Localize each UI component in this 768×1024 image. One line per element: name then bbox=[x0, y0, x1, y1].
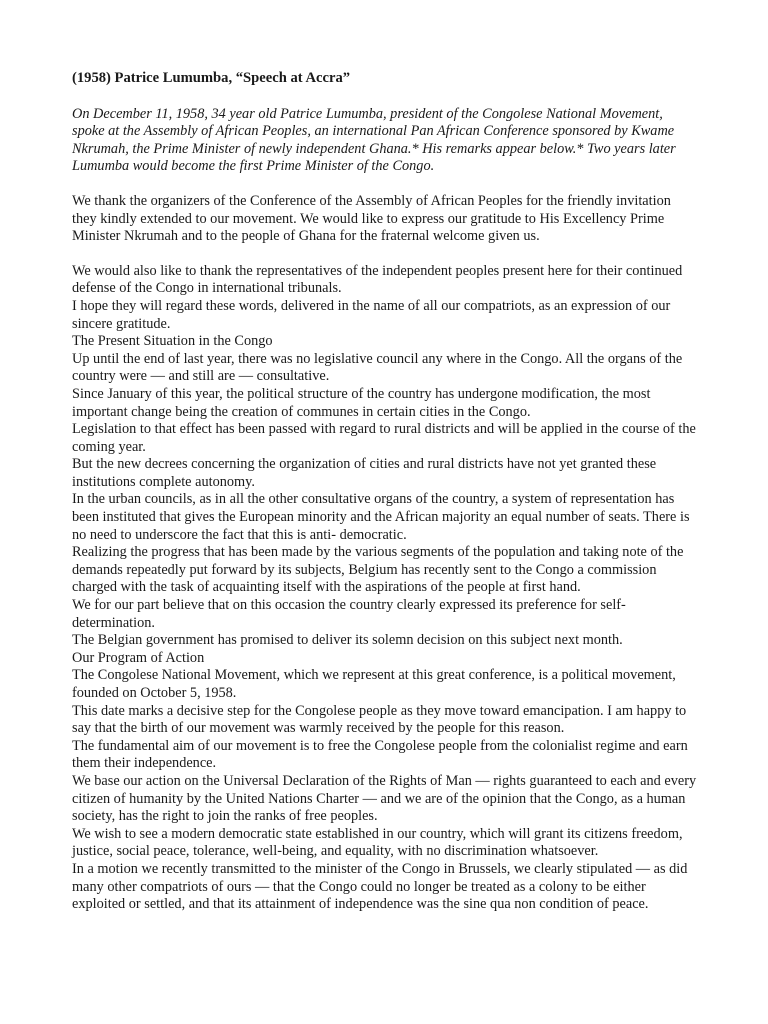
paragraph-s2-6: In a motion we recently transmitted to the minister of the Congo in Brussels, we clearly stipulated — as did many other compatriots of ours — that the Congo could no longer be treated as a colony to be either exploited or settled, and that its attainment of independence was the sine qua non condition of peace. bbox=[72, 860, 688, 913]
paragraph-s2-2: This date marks a decisive step for the Congolese people as they move toward emancipation. I am happy to say that the birth of our movement was warmly received by the people for this reason. bbox=[72, 702, 687, 737]
paragraph-s2-1: The Congolese National Movement, which we represent at this great conference, is a political movement, founded on October 5, 1958. bbox=[72, 667, 676, 701]
section-heading-present-situation: The Present Situation in the Congo bbox=[72, 333, 273, 350]
paragraph-s2-5: We wish to see a modern democratic state established in our country, which will grant its citizens freedom, justice, social peace, tolerance, well-being, and equality, with no discrimination whatsoever. bbox=[72, 825, 683, 860]
section-heading-program-of-action: Our Program of Action bbox=[72, 649, 205, 666]
intro-paragraph: On December 11, 1958, 34 year old Patrice Lumumba, president of the Congolese National Movement, spoke at the Assembly of African Peoples, an international Pan African Conference sponsored by Kwame Nkrumah, the Prime Minister of newly independent Ghana.* His remarks appear below.* Two years later Lumumba would become the first Prime Minister of the Congo. bbox=[72, 105, 676, 175]
paragraph-s1-5: In the urban councils, as in all the other consultative organs of the country, a system of representation has been instituted that gives the European minority and the African majority an equal number of seats. There is no need to underscore the fact that this is anti- democratic. bbox=[72, 491, 690, 543]
paragraph-s1-1: Up until the end of last year, there was no legislative council any where in the Congo. All the organs of the country were — and still are — consultative. bbox=[72, 350, 683, 385]
paragraph-opening-1: We thank the organizers of the Conference of the Assembly of African Peoples for the friendly invitation they kindly extended to our movement. We would like to express our gratitude to His Excellency Prime Minister Nkrumah and to the people of Ghana for the fraternal welcome given us. bbox=[72, 192, 671, 245]
paragraph-s1-4: But the new decrees concerning the organization of cities and rural districts have not yet granted these institutions complete autonomy. bbox=[72, 456, 657, 490]
paragraph-opening-2: We would also like to thank the representatives of the independent peoples present here for their continued defense of the Congo in international tribunals. bbox=[72, 262, 683, 297]
paragraph-s1-2: Since January of this year, the political structure of the country has undergone modification, the most important change being the creation of communes in certain cities in the Congo. bbox=[72, 385, 651, 420]
paragraph-opening-3: I hope they will regard these words, delivered in the name of all our compatriots, as an expression of our sincere gratitude. bbox=[72, 297, 671, 332]
paragraph-s1-8: The Belgian government has promised to deliver its solemn decision on this subject next month. bbox=[72, 632, 623, 649]
document-page bbox=[72, 70, 698, 914]
paragraph-s1-7: We for our part believe that on this occasion the country clearly expressed its preference for self-determination. bbox=[72, 597, 626, 631]
paragraph-s2-3: The fundamental aim of our movement is to free the Congolese people from the colonialist regime and earn them their independence. bbox=[72, 737, 688, 772]
paragraph-s1-6: Realizing the progress that has been made by the various segments of the population and taking note of the demands repeatedly put forward by its subjects, Belgium has recently sent to the Congo a commission charged with the task of acquainting itself with the aspirations of the people at first hand. bbox=[72, 544, 684, 596]
paragraph-s2-4: We base our action on the Universal Declaration of the Rights of Man — rights guaranteed to each and every citizen of humanity by the United Nations Charter — and we are of the opinion that the Congo, as a human society, has the right to join the ranks of free peoples. bbox=[72, 772, 697, 825]
document-title: (1958) Patrice Lumumba, “Speech at Accra” bbox=[72, 70, 351, 86]
paragraph-s1-3: Legislation to that effect has been passed with regard to rural districts and will be applied in the course of the coming year. bbox=[72, 421, 696, 455]
